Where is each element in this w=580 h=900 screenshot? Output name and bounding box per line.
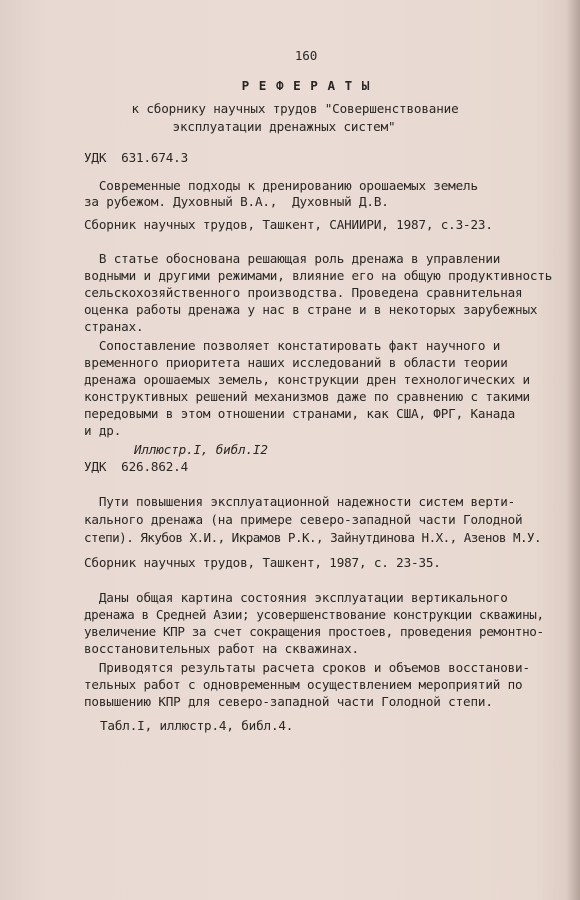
header-subtitle-line-2: эксплуатации дренажных систем"	[172, 119, 396, 134]
abstract-1-body-line: странах.	[84, 319, 144, 334]
abstract-1-body-line: и др.	[84, 423, 122, 438]
abstract-2-title-line-2: кального дренажа (на примере северо-западной части Голодной	[84, 512, 523, 527]
abstract-2-body-line: дренажа в Средней Азии; усовершенствование конструкции скважины,	[84, 607, 544, 622]
header-title: Р Е Ф Е Р А Т Ы	[241, 78, 371, 93]
abstract-2-title-line-3: степи). Якубов Х.И., Икрамов Р.К., Зайнутдинова Н.Х., Азенов М.У.	[84, 530, 542, 545]
page-number: 160	[294, 48, 318, 63]
abstract-2-body-line: повышению КПР для северо-западной части Голодной степи.	[84, 694, 493, 709]
abstract-2-body-line: восстановительных работ на скважинах.	[84, 641, 359, 656]
abstract-1-refs: Иллюстр.I, библ.I2	[134, 442, 268, 457]
abstract-1-body-line: В статье обоснована решающая роль дренажа в управлении	[84, 251, 501, 266]
abstract-2-body-line: тельных работ с одновременным осуществлением мероприятий по	[84, 677, 523, 692]
abstract-1-body-line: дренажа орошаемых земель, конструкции дрен технологических и	[84, 372, 530, 387]
abstract-2-udk: УДК 626.862.4	[84, 459, 189, 474]
abstract-1-body-line: временного приоритета наших исследований в области теории	[84, 355, 508, 370]
header-subtitle-line-1: к сборнику научных трудов "Совершенствование	[131, 101, 459, 116]
abstract-2-refs: Табл.I, иллюстр.4, библ.4.	[100, 718, 294, 733]
abstract-1-body-line: сельскохозяйственного производства. Проведена сравнительная	[84, 285, 523, 300]
abstract-1-body-line: водными и другими режимами, влияние его на общую продуктивность	[84, 268, 553, 283]
abstract-1-body-line: оценка работы дренажа у нас в стране и в некоторых зарубежных	[84, 302, 538, 317]
abstract-1-body-line: Сопоставление позволяет констатировать факт научного и	[84, 338, 501, 353]
abstract-2-body-line: Приводятся результаты расчета сроков и объемов восстанови-	[84, 660, 530, 675]
abstract-1-title-line-1: Современные подходы к дренированию орошаемых земель	[84, 178, 478, 193]
abstract-1-body-line: передовыми в этом отношении странами, как США, ФРГ, Канада	[84, 406, 516, 421]
abstract-2-title-line-1: Пути повышения эксплуатационной надежности систем верти-	[84, 494, 516, 509]
abstract-2-body-line: увеличение КПР за счет сокращения простоев, проведения ремонтно-	[84, 624, 544, 639]
abstract-2-source: Сборник научных трудов, Ташкент, 1987, с. 23-35.	[84, 555, 441, 570]
abstract-1-body-line: конструктивных решений механизмов даже по сравнению с такими	[84, 389, 530, 404]
page-spine-shadow	[566, 0, 580, 900]
abstract-1-udk: УДК 631.674.3	[84, 150, 189, 165]
abstract-1-title-line-2: за рубежом. Духовный В.А., Духовный Д.В.	[84, 194, 389, 209]
abstract-1-source: Сборник научных трудов, Ташкент, САНИИРИ, 1987, с.3-23.	[84, 217, 493, 232]
abstract-2-body-line: Даны общая картина состояния эксплуатации вертикального	[84, 590, 508, 605]
